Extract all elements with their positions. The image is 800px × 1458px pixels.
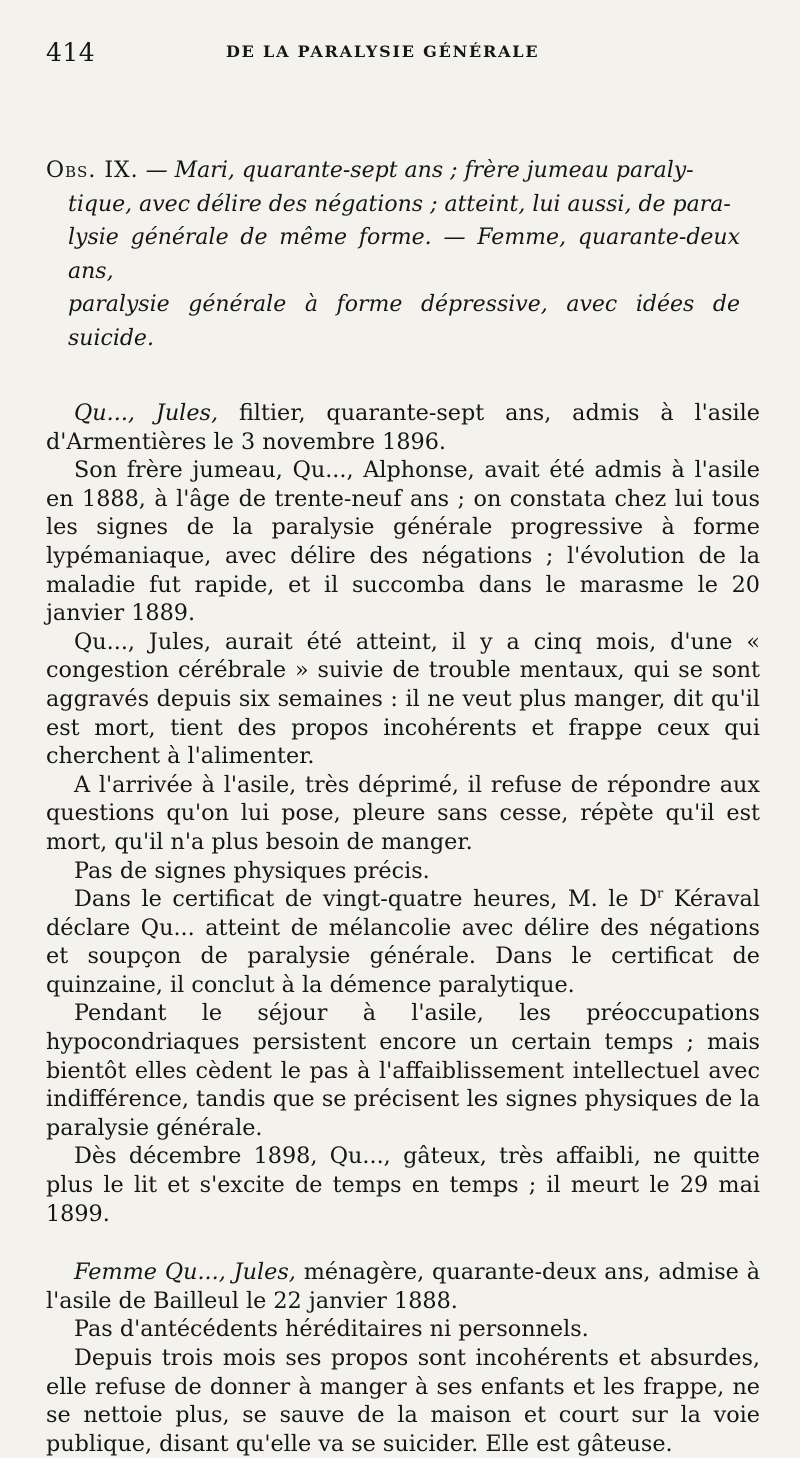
husband-paragraph-8: Dès décembre 1898, Qu..., gâteux, très affaibli, ne quitte plus le lit et s'excite de temps en temps ; il meurt le 29 mai 1899. (46, 1143, 760, 1227)
wife-name: Qu..., Jules, (164, 1259, 296, 1286)
observation-heading (46, 154, 740, 355)
husband-paragraph-4: A l'arrivée à l'asile, très déprimé, il refuse de répondre aux questions qu'on lui pose, pleure sans cesse, répète qu'il est mort, qu'il n'a plus besoin de manger. (46, 771, 760, 855)
wife-intro-text: ménagère, quarante-deux ans, admise à l'asile de Bailleul le 22 janvier 1888. (46, 1259, 761, 1314)
observation-label: Obs. IX. (46, 158, 139, 183)
observation-title-line-3: lysie générale de même forme. — Femme, quarante-deux ans, (68, 225, 740, 284)
certificate-text-after: Kéraval déclare Qu... atteint de mélancolie avec délire des négations et soupçon de paralysie générale. Dans le certificat de quinzaine, il conclut à la démence paralytique. (46, 886, 760, 998)
wife-paragraph-1 (46, 1258, 760, 1315)
husband-paragraph-6 (46, 885, 760, 999)
doctor-superscript: r (657, 886, 664, 902)
observation-title-line-4: paralysie générale à forme dépressive, avec idées de suicide. (68, 292, 740, 351)
page-number: 414 (46, 38, 96, 67)
wife-paragraph-2: Pas d'antécédents héréditaires ni personnels. (74, 1316, 589, 1343)
husband-paragraph-5: Pas de signes physiques précis. (74, 857, 430, 884)
wife-paragraph-3: Depuis trois mois ses propos sont incohérents et absurdes, elle refuse de donner à manger à ses enfants et les frappe, ne se nettoie plus, se sauve de la maison et court sur la voie publique, disant qu'elle va se suicider. Elle est gâteuse. (46, 1345, 760, 1457)
husband-paragraph-1 (46, 399, 760, 456)
running-title: DE LA PARALYSIE GÉNÉRALE (226, 42, 540, 61)
husband-paragraph-7: Pendant le séjour à l'asile, les préoccupations hypocondriaques persistent encore un certain temps ; mais bientôt elles cèdent le pas à l'affaiblissement intellectuel avec indifférence, tandis que se précisent les signes physiques de la paralysie générale. (46, 1000, 760, 1141)
husband-name: Qu..., Jules, (74, 400, 219, 426)
husband-case (46, 399, 760, 1228)
observation-title-line-1: — Mari, quarante-sept ans ; frère jumeau paraly- (138, 158, 694, 183)
observation-title-line-2: tique, avec délire des négations ; atteint, lui aussi, de para- (68, 191, 731, 217)
running-head (46, 38, 760, 72)
husband-paragraph-2: Son frère jumeau, Qu..., Alphonse, avait été admis à l'asile en 1888, à l'âge de trente-neuf ans ; on constata chez lui tous les signes de la paralysie générale progressive à forme lypémaniaque, avec délire des négations ; l'évolution de la maladie fut rapide, et il succomba dans le marasme le 20 janvier 1889. (46, 457, 760, 627)
wife-case (46, 1258, 760, 1458)
certificate-text-before: Dans le certificat de vingt-quatre heures, M. le D (74, 886, 658, 913)
wife-label: Femme (74, 1259, 165, 1286)
husband-paragraph-3: Qu..., Jules, aurait été atteint, il y a cinq mois, d'une « congestion cérébrale » suivie de trouble mentaux, qui se sont aggravés depuis six semaines : il ne veut plus manger, dit qu'il est mort, tient des propos incohérents et frappe ceux qui cherchent à l'alimenter. (46, 628, 760, 770)
husband-intro-text: filtier, quarante-sept ans, admis à l'asile d'Armentières le 3 novembre 1896. (46, 400, 761, 455)
